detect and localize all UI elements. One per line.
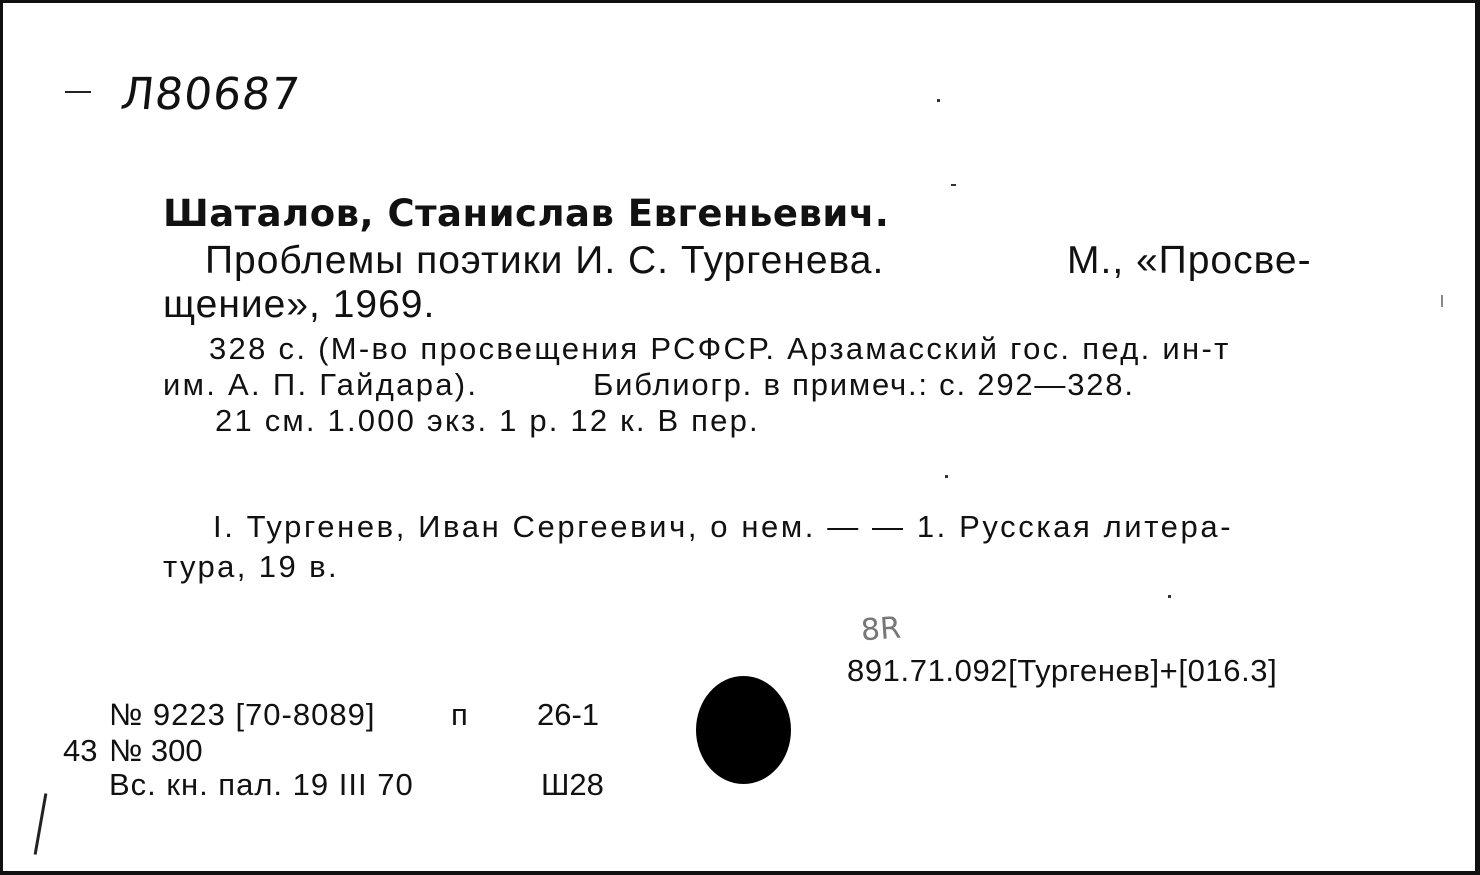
- collation-line-1: 328 с. (М-во просвещения РСФСР. Арзамасский гос. пед. ин-т: [209, 331, 1231, 366]
- subject-heading-line-2: тура, 19 в.: [163, 549, 339, 584]
- book-chamber-code: Ш28: [541, 767, 604, 802]
- punch-hole: [696, 676, 791, 784]
- call-number: Л80687: [118, 69, 303, 120]
- order-code: п: [451, 697, 468, 732]
- speck-mark: [945, 475, 948, 478]
- prefix-number: 43: [63, 733, 98, 768]
- speck-mark: [1168, 595, 1171, 598]
- title-line-1: Проблемы поэтики И. С. Тургенева.: [205, 239, 885, 282]
- author-heading: Шаталов, Станислав Евгеньевич.: [163, 192, 890, 235]
- publisher-line-1: М., «Просве-: [1067, 239, 1312, 282]
- speck-mark: [1441, 295, 1443, 307]
- number-300: № 300: [109, 733, 203, 768]
- book-chamber-line: Вс. кн. пал. 19 III 70: [109, 767, 414, 802]
- handwritten-mark: 8R: [859, 610, 903, 649]
- title-line-2: щение», 1969.: [163, 283, 436, 326]
- bibliography-note: Библиогр. в примеч.: с. 292—328.: [593, 367, 1135, 402]
- collation-line-2: им. А. П. Гайдара).: [163, 367, 479, 402]
- subject-heading-line-1: I. Тургенев, Иван Сергеевич, о нем. — — 1. Русская литера-: [213, 509, 1234, 544]
- order-number: № 9223 [70-8089]: [109, 697, 376, 732]
- pencil-slash-mark: [34, 793, 48, 855]
- order-suffix: 26-1: [537, 697, 600, 732]
- speck-mark: [951, 184, 956, 186]
- speck-mark: [937, 99, 940, 102]
- classification-number: 891.71.092[Тургенев]+[016.3]: [847, 653, 1278, 688]
- collation-line-3: 21 см. 1.000 экз. 1 р. 12 к. В пер.: [215, 403, 760, 438]
- pencil-dash-mark: [65, 91, 91, 93]
